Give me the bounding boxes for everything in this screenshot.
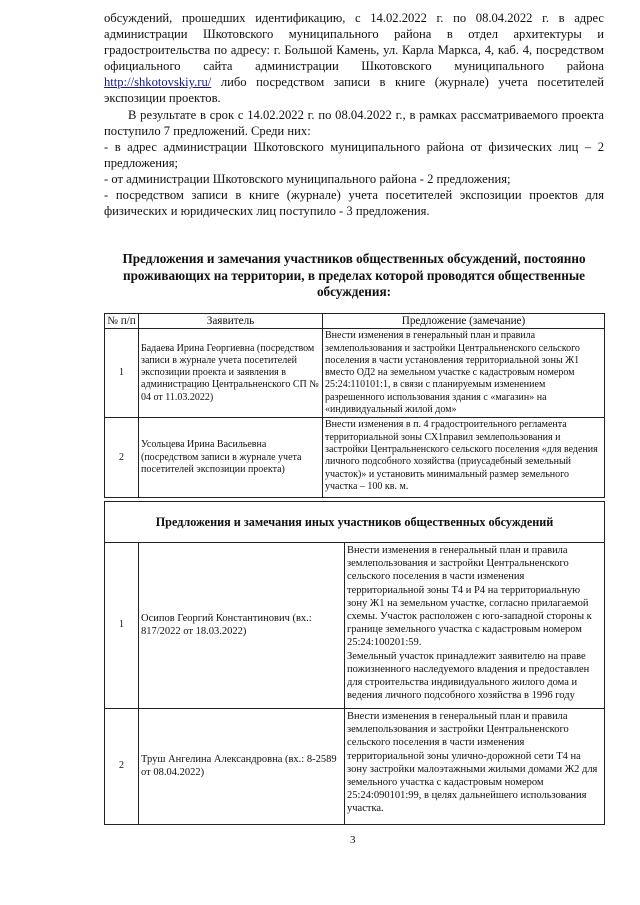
intro-paragraph-2: В результате в срок с 14.02.2022 г. по 08.04.2022 г., в рамках рассматриваемого проекта поступило 7 предложений. Среди них: bbox=[104, 107, 604, 138]
table-subheading-row bbox=[105, 502, 605, 543]
intro-text bbox=[104, 10, 604, 219]
row-proposal: Внести изменения в генеральный план и правила землепользования и застройки Центральненского сельского поселения в части изменения территориальной зоны улично-дорожной сети Т4 на зону застройки малоэтажными жилыми домами Ж2 для земельного участка с кадастровым номером 25:24:090101:99, в целях дальнейшего использования участка. bbox=[345, 709, 605, 825]
row-number: 1 bbox=[105, 543, 139, 709]
table-row bbox=[105, 709, 605, 825]
row-number: 2 bbox=[105, 709, 139, 825]
page-number: 3 bbox=[350, 834, 356, 846]
column-header-applicant: Заявитель bbox=[139, 314, 323, 329]
intro-list-item-3: - посредством записи в книге (журнале) учета посетителей экспозиции проектов для физических и юридических лиц поступило - 3 предложения. bbox=[104, 188, 604, 219]
row-applicant: Труш Ангелина Александровна (вх.: 8-2589 от 08.04.2022) bbox=[139, 709, 345, 825]
column-header-proposal: Предложение (замечание) bbox=[323, 314, 605, 329]
row-number: 2 bbox=[105, 418, 139, 498]
table-row bbox=[105, 418, 605, 498]
row-applicant: Осипов Георгий Константинович (вх.: 817/2022 от 18.03.2022) bbox=[139, 543, 345, 709]
row-applicant: Бадаева Ирина Георгиевна (посредством записи в журнале учета посетителей экспозиции проекта и заявления в администрацию Центральненского СП № 04 от 11.03.2022) bbox=[139, 329, 323, 418]
intro-paragraph-1: обсуждений, прошедших идентификацию, с 14.02.2022 г. по 08.04.2022 г. в адрес администрации Шкотовского муниципального района в отдел архитектуры и градостроительства по адресу: г. Большой Камень, ул. Карла Маркса, 4, каб. 4, посредством официального сайта администрации Шкотовского муниципального района http://shkotovskiy.ru/ либо посредством записи в книге (журнале) учета посетителей экспозиции проектов. bbox=[104, 11, 604, 106]
row-applicant: Усольцева Ирина Васильевна (посредством записи в журнале учета посетителей экспозиции проекта) bbox=[139, 418, 323, 498]
section-heading: Предложения и замечания участников общественных обсуждений, постоянно проживающих на территории, в пределах которой проводятся общественные обсуждения: bbox=[122, 251, 586, 300]
intro-list-item-2: - от администрации Шкотовского муниципального района - 2 предложения; bbox=[104, 171, 511, 186]
row-proposal: Внести изменения в генеральный план и правила землепользования и застройки Центральненского сельского поселения в части изменения территориальной зоны Т4 и Р4 на территориальную зону Ж1 на земельном участке, согласно прилагаемой схемы. Участок расположен с юго-западной стороны к границе земельного участка с кадастровым номером 25:24:100201:59. Земельный участок принадлежит заявителю на праве пожизненного наследуемого владения и предоставлен для строительства индивидуального жилого дома и ведения личного подсобного хозяйства в 1996 году bbox=[345, 543, 605, 709]
row-number: 1 bbox=[105, 329, 139, 418]
table-row bbox=[105, 543, 605, 709]
intro-list-item-1: - в адрес администрации Шкотовского муниципального района от физических лиц – 2 предложения; bbox=[104, 139, 604, 170]
row-proposal: Внести изменения в п. 4 градостроительного регламента территориальной зоны СХ1правил землепользования и застройки Центральненского сельского поселения «для ведения личного подсобного хозяйства (приусадебный земельный участок)» и установить минимальный размер земельного участка – 100 кв. м. bbox=[323, 418, 605, 498]
table-header-row bbox=[105, 314, 605, 329]
website-link[interactable]: http://shkotovskiy.ru/ bbox=[104, 75, 212, 90]
table-subheading: Предложения и замечания иных участников общественных обсуждений bbox=[105, 502, 605, 543]
other-participants-table bbox=[104, 501, 605, 825]
row-proposal: Внести изменения в генеральный план и правила землепользования и застройки Центральненского сельского поселения в части установления территориальной зоны Ж1 вместо ОД2 на земельном участке с кадастровым номером 25:24:110101:1, в связи с планируемым изменением разрешенного использования здания с «магазин» на «индивидуальный жилой дом» bbox=[323, 329, 605, 418]
column-header-number: № п/п bbox=[105, 314, 139, 329]
residents-proposals-table bbox=[104, 313, 605, 498]
table-row bbox=[105, 329, 605, 418]
